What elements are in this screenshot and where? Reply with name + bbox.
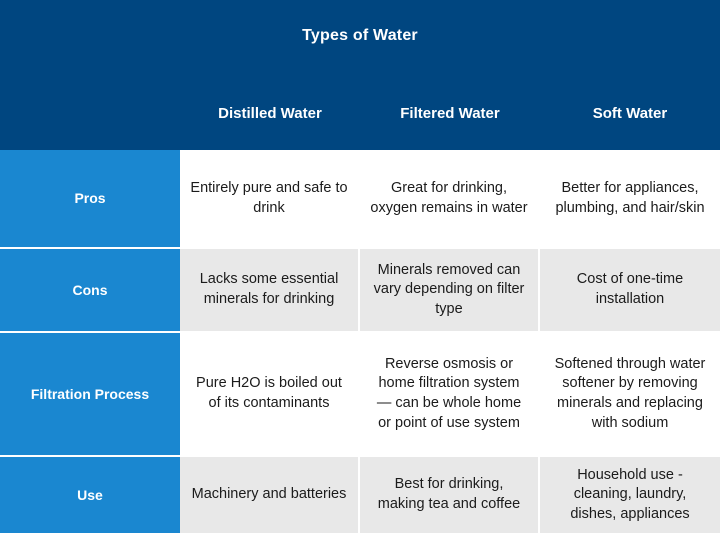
column-header-filtered-water: Filtered Water: [400, 105, 500, 122]
cell-cons-soft: Cost of one-time installation: [540, 249, 720, 331]
row-label-cons: Cons: [0, 249, 180, 331]
cell-use-soft: Household use - cleaning, laundry, dishes, appliances: [540, 457, 720, 533]
table-row: [0, 150, 720, 249]
cell-use-filtered: Best for drinking, making tea and coffee: [360, 457, 540, 533]
table-body: [0, 150, 720, 533]
cell-filtration-distilled: Pure H2O is boiled out of its contaminants: [180, 333, 360, 455]
row-label-use: Use: [0, 457, 180, 533]
table-header-band: [0, 0, 720, 150]
cell-pros-distilled: Entirely pure and safe to drink: [180, 150, 360, 247]
column-header-row: [180, 105, 720, 122]
cell-pros-filtered: Great for drinking, oxygen remains in water: [360, 150, 540, 247]
table-row: [0, 333, 720, 457]
cell-cons-filtered: Minerals removed can vary depending on filter type: [360, 249, 540, 331]
column-header-distilled-water: Distilled Water: [218, 105, 322, 122]
table-row: [0, 249, 720, 333]
row-label-pros: Pros: [0, 150, 180, 247]
cell-filtration-soft: Softened through water softener by removing minerals and replacing with sodium: [540, 333, 720, 455]
column-header-soft-water: Soft Water: [592, 105, 668, 122]
table-row: [0, 457, 720, 533]
cell-filtration-filtered: Reverse osmosis or home filtration system — can be whole home or point of use system: [360, 333, 540, 455]
row-label-filtration-process: Filtration Process: [0, 333, 180, 455]
cell-cons-distilled: Lacks some essential minerals for drinking: [180, 249, 360, 331]
cell-pros-soft: Better for appliances, plumbing, and hair/skin: [540, 150, 720, 247]
page-title: Types of Water: [302, 27, 418, 44]
cell-use-distilled: Machinery and batteries: [180, 457, 360, 533]
